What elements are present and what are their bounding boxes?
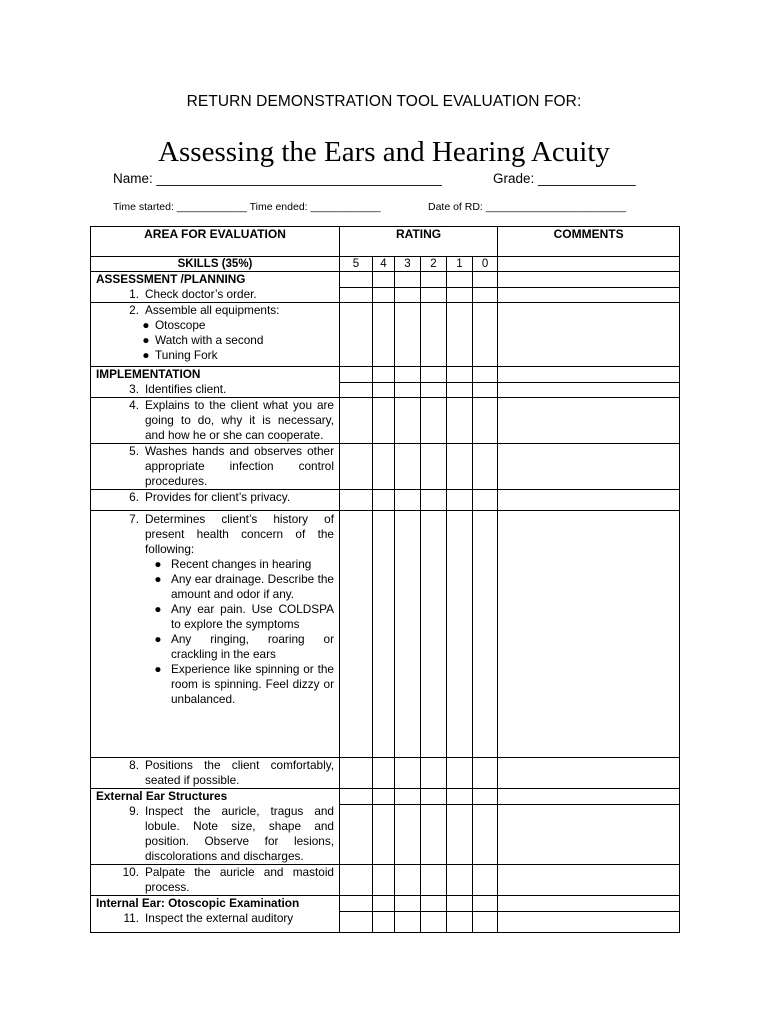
rating-label-5: 5 — [340, 257, 373, 272]
list-item: ● Any ringing, roaring or crackling in the ears — [145, 632, 339, 662]
rating-cell-1[interactable] — [447, 382, 473, 398]
rating-cell-5[interactable] — [340, 789, 373, 805]
rating-cell-5[interactable] — [340, 444, 373, 490]
list-item: ● Otoscope — [91, 318, 339, 333]
rating-cell-0[interactable] — [473, 303, 498, 367]
item-number: 10. — [122, 865, 139, 879]
item-text: Washes hands and observes other appropriate infection control procedures. — [145, 444, 334, 488]
list-item: ● Tuning Fork — [91, 348, 339, 363]
rating-cell-5[interactable] — [340, 367, 373, 383]
item-text: Inspect the auricle, tragus and lobule. Note size, shape and position. Observe for lesions, discolorations and discharges. — [145, 804, 334, 863]
comments-cell[interactable] — [498, 287, 680, 303]
rating-cell-4[interactable] — [373, 398, 395, 444]
item-cell — [91, 398, 340, 444]
rating-header: RATING — [340, 227, 498, 257]
rating-cell-4[interactable] — [373, 367, 395, 383]
section-internal-ear: Internal Ear: Otoscopic Examination — [91, 896, 340, 912]
table-row — [91, 490, 680, 511]
item-text: Positions the client comfortably, seated if possible. — [145, 758, 334, 787]
rating-cell-3[interactable] — [395, 865, 421, 896]
rating-cell-1[interactable] — [447, 896, 473, 912]
rating-cell-5[interactable] — [340, 490, 373, 511]
rating-cell-0[interactable] — [473, 789, 498, 805]
rating-cell-1[interactable] — [447, 789, 473, 805]
skills-label: SKILLS (35%) — [91, 257, 340, 272]
comments-cell[interactable] — [498, 257, 680, 272]
rating-cell-5[interactable] — [340, 911, 373, 933]
section-assessment-planning: ASSESSMENT /PLANNING — [91, 272, 340, 288]
rating-cell-2[interactable] — [421, 398, 447, 444]
rating-cell-2[interactable] — [421, 382, 447, 398]
rating-cell-0[interactable] — [473, 490, 498, 511]
comments-cell[interactable] — [498, 789, 680, 805]
time-date-line — [113, 201, 626, 213]
comments-cell[interactable] — [498, 804, 680, 865]
name-grade-line — [113, 171, 636, 186]
rating-cell-1[interactable] — [447, 804, 473, 865]
rating-cell-4[interactable] — [373, 444, 395, 490]
rating-cell-5[interactable] — [340, 382, 373, 398]
comments-cell[interactable] — [498, 490, 680, 511]
table-row — [91, 303, 680, 367]
item-text: Palpate the auricle and mastoid process. — [145, 865, 334, 894]
time-started-field[interactable]: Time started: ____________ — [113, 201, 247, 213]
rating-cell-2[interactable] — [421, 758, 447, 789]
rating-cell-2[interactable] — [421, 272, 447, 288]
comments-cell[interactable] — [498, 511, 680, 758]
table-row — [91, 398, 680, 444]
table-row — [91, 804, 680, 865]
rating-cell-1[interactable] — [447, 287, 473, 303]
name-field[interactable]: Name: ______________________________________ — [113, 171, 442, 186]
rating-cell-1[interactable] — [447, 490, 473, 511]
rating-cell-3[interactable] — [395, 789, 421, 805]
rating-cell-1[interactable] — [447, 303, 473, 367]
rating-cell-5[interactable] — [340, 804, 373, 865]
rating-cell-2[interactable] — [421, 804, 447, 865]
bullet-icon: ● — [142, 333, 150, 347]
item-cell — [91, 444, 340, 490]
comments-cell[interactable] — [498, 911, 680, 933]
rating-label-2: 2 — [421, 257, 447, 272]
table-row — [91, 382, 680, 398]
bullet-icon: ● — [154, 662, 162, 676]
rating-cell-1[interactable] — [447, 758, 473, 789]
rating-cell-4[interactable] — [373, 804, 395, 865]
item-text: Check doctor’s order. — [145, 287, 257, 301]
rating-label-4: 4 — [373, 257, 395, 272]
comments-cell[interactable] — [498, 758, 680, 789]
item-cell — [91, 511, 340, 758]
rating-cell-0[interactable] — [473, 382, 498, 398]
item-text: Assemble all equipments: — [145, 303, 280, 317]
rating-cell-5[interactable] — [340, 287, 373, 303]
item-number: 1. — [129, 287, 139, 301]
item-cell — [91, 382, 340, 398]
rating-cell-1[interactable] — [447, 911, 473, 933]
table-row — [91, 287, 680, 303]
rating-cell-3[interactable] — [395, 272, 421, 288]
rating-cell-4[interactable] — [373, 911, 395, 933]
list-item: ● Any ear pain. Use COLDSPA to explore the symptoms — [145, 602, 339, 632]
grade-field[interactable]: Grade: _____________ — [493, 171, 636, 186]
item-cell — [91, 911, 340, 933]
rating-cell-4[interactable] — [373, 758, 395, 789]
rating-cell-0[interactable] — [473, 287, 498, 303]
rating-cell-5[interactable] — [340, 511, 373, 758]
rating-cell-0[interactable] — [473, 511, 498, 758]
rating-cell-0[interactable] — [473, 272, 498, 288]
rating-cell-5[interactable] — [340, 303, 373, 367]
bullet-icon: ● — [154, 572, 162, 586]
rating-cell-4[interactable] — [373, 896, 395, 912]
item-number: 7. — [129, 512, 139, 526]
list-item: ● Watch with a second — [91, 333, 339, 348]
rating-cell-5[interactable] — [340, 272, 373, 288]
rating-cell-2[interactable] — [421, 490, 447, 511]
item-cell — [91, 490, 340, 511]
comments-header: COMMENTS — [498, 227, 680, 257]
rating-cell-3[interactable] — [395, 287, 421, 303]
skills-row — [91, 257, 680, 272]
rating-cell-0[interactable] — [473, 911, 498, 933]
rating-cell-4[interactable] — [373, 511, 395, 758]
table-row — [91, 865, 680, 896]
table-row — [91, 511, 680, 758]
rating-cell-0[interactable] — [473, 896, 498, 912]
bullet-icon: ● — [142, 318, 150, 332]
rating-cell-4[interactable] — [373, 490, 395, 511]
rating-cell-1[interactable] — [447, 398, 473, 444]
date-of-rd-field[interactable]: Date of RD: ________________________ — [428, 201, 626, 213]
item-text: Identifies client. — [145, 382, 227, 396]
item-cell — [91, 287, 340, 303]
rating-cell-5[interactable] — [340, 758, 373, 789]
bullet-icon: ● — [154, 632, 162, 646]
rating-cell-2[interactable] — [421, 911, 447, 933]
list-item: ● Experience like spinning or the room is spinning. Feel dizzy or unbalanced. — [145, 662, 339, 707]
rating-cell-0[interactable] — [473, 444, 498, 490]
rating-cell-2[interactable] — [421, 511, 447, 758]
item-number: 11. — [123, 911, 139, 925]
rating-cell-4[interactable] — [373, 865, 395, 896]
table-row — [91, 272, 680, 288]
comments-cell[interactable] — [498, 382, 680, 398]
rating-cell-3[interactable] — [395, 398, 421, 444]
item-number: 2. — [129, 303, 139, 317]
comments-cell[interactable] — [498, 865, 680, 896]
section-external-ear: External Ear Structures — [91, 789, 340, 805]
item-number: 3. — [129, 382, 139, 396]
rating-cell-0[interactable] — [473, 804, 498, 865]
item-text: Explains to the client what you are going to do, why it is necessary, and how he or she can cooperate. — [145, 398, 334, 442]
rating-cell-0[interactable] — [473, 865, 498, 896]
item-number: 8. — [129, 758, 139, 772]
table-row — [91, 911, 680, 933]
rating-cell-1[interactable] — [447, 444, 473, 490]
rating-cell-4[interactable] — [373, 382, 395, 398]
equipment-list — [91, 318, 339, 363]
table-row — [91, 367, 680, 383]
comments-cell[interactable] — [498, 896, 680, 912]
rating-cell-1[interactable] — [447, 511, 473, 758]
rating-cell-4[interactable] — [373, 272, 395, 288]
rating-cell-5[interactable] — [340, 896, 373, 912]
table-row — [91, 444, 680, 490]
page-title: Assessing the Ears and Hearing Acuity — [158, 136, 610, 168]
item-cell — [91, 303, 340, 367]
bullet-icon: ● — [154, 602, 162, 616]
comments-cell[interactable] — [498, 367, 680, 383]
rating-cell-1[interactable] — [447, 865, 473, 896]
rating-cell-5[interactable] — [340, 865, 373, 896]
item-text: Determines client’s history of present health concern of the following: — [145, 512, 334, 556]
table-row — [91, 758, 680, 789]
evaluation-table — [90, 226, 680, 933]
comments-cell[interactable] — [498, 303, 680, 367]
rating-label-1: 1 — [447, 257, 473, 272]
rating-cell-3[interactable] — [395, 896, 421, 912]
bullet-icon: ● — [154, 557, 162, 571]
comments-cell[interactable] — [498, 398, 680, 444]
section-implementation: IMPLEMENTATION — [91, 367, 340, 383]
rating-cell-2[interactable] — [421, 865, 447, 896]
rating-label-3: 3 — [395, 257, 421, 272]
rating-cell-2[interactable] — [421, 444, 447, 490]
rating-cell-3[interactable] — [395, 911, 421, 933]
table-row — [91, 789, 680, 805]
rating-cell-2[interactable] — [421, 287, 447, 303]
rating-cell-1[interactable] — [447, 367, 473, 383]
rating-cell-3[interactable] — [395, 382, 421, 398]
rating-cell-5[interactable] — [340, 398, 373, 444]
table-header-row — [91, 227, 680, 257]
rating-cell-4[interactable] — [373, 789, 395, 805]
item-text: Inspect the external auditory — [145, 911, 294, 925]
rating-cell-2[interactable] — [421, 367, 447, 383]
item-text: Provides for client’s privacy. — [145, 490, 291, 504]
rating-cell-3[interactable] — [395, 444, 421, 490]
item-number: 4. — [129, 398, 139, 412]
rating-cell-0[interactable] — [473, 398, 498, 444]
item-cell — [91, 758, 340, 789]
rating-cell-0[interactable] — [473, 758, 498, 789]
rating-label-0: 0 — [473, 257, 498, 272]
history-list — [91, 557, 339, 707]
rating-cell-3[interactable] — [395, 804, 421, 865]
comments-cell[interactable] — [498, 272, 680, 288]
item-cell — [91, 865, 340, 896]
rating-cell-3[interactable] — [395, 511, 421, 758]
rating-cell-0[interactable] — [473, 367, 498, 383]
rating-cell-4[interactable] — [373, 287, 395, 303]
rating-cell-3[interactable] — [395, 490, 421, 511]
comments-cell[interactable] — [498, 444, 680, 490]
rating-cell-2[interactable] — [421, 896, 447, 912]
rating-cell-2[interactable] — [421, 789, 447, 805]
list-item: ● Any ear drainage. Describe the amount and odor if any. — [145, 572, 339, 602]
item-number: 9. — [129, 804, 139, 818]
item-number: 6. — [129, 490, 139, 504]
list-item: ● Recent changes in hearing — [145, 557, 339, 572]
time-ended-field[interactable]: Time ended: ____________ — [249, 201, 381, 213]
bullet-icon: ● — [142, 348, 150, 362]
rating-cell-3[interactable] — [395, 303, 421, 367]
item-number: 5. — [129, 444, 139, 458]
item-cell — [91, 804, 340, 865]
rating-cell-3[interactable] — [395, 367, 421, 383]
rating-cell-2[interactable] — [421, 303, 447, 367]
table-row — [91, 896, 680, 912]
document-heading: RETURN DEMONSTRATION TOOL EVALUATION FOR: — [186, 93, 582, 110]
area-header: AREA FOR EVALUATION — [91, 227, 340, 257]
rating-cell-1[interactable] — [447, 272, 473, 288]
rating-cell-3[interactable] — [395, 758, 421, 789]
rating-cell-4[interactable] — [373, 303, 395, 367]
